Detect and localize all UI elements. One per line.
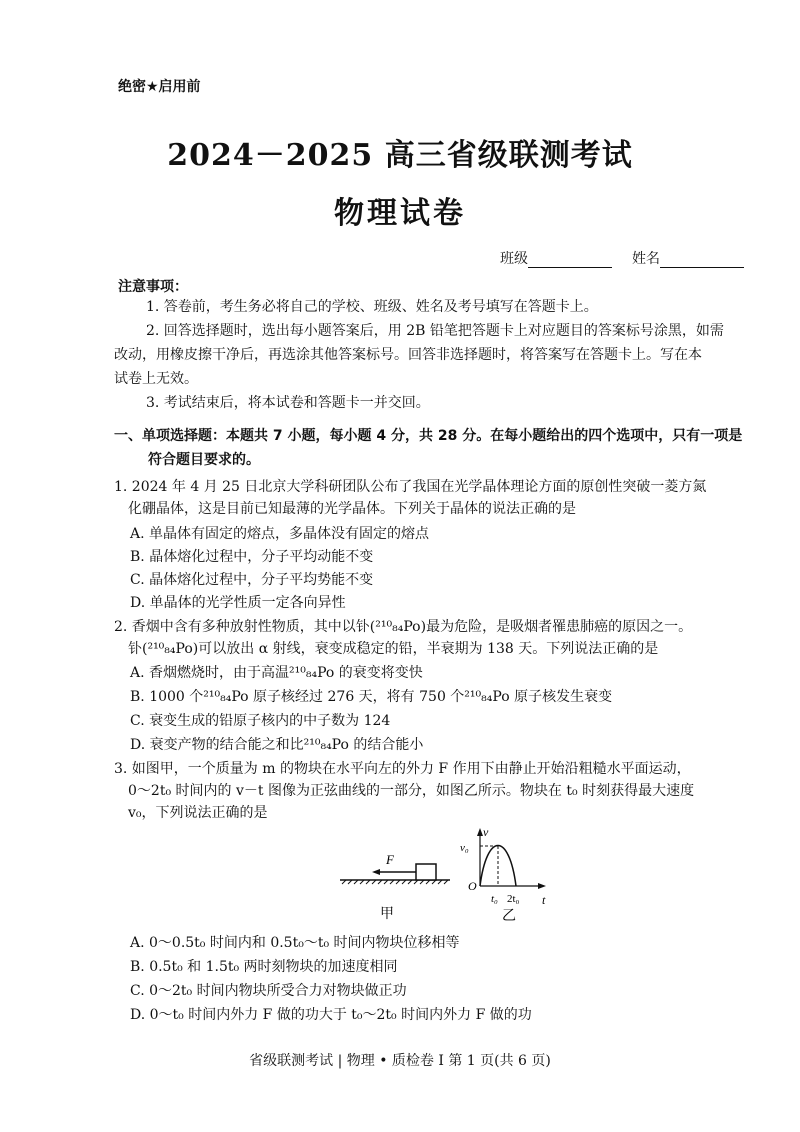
note-item: 3. 考试结束后，将本试卷和答题卡一并交回。 — [146, 395, 430, 411]
caption-jia: 甲 — [380, 906, 394, 922]
note-item: 1. 答卷前，考生务必将自己的学校、班级、姓名及考号填写在答题卡上。 — [146, 299, 598, 315]
q2-option-a: A. 香烟燃烧时，由于高温²¹⁰₈₄Po 的衰变将变快 — [130, 665, 423, 681]
q3-option-c: C. 0～2t₀ 时间内物块所受合力对物块做正功 — [130, 983, 407, 999]
figure-jia — [340, 852, 450, 922]
t-axis-label: t — [542, 893, 546, 907]
q2-stem-line: 钋(²¹⁰₈₄Po)可以放出 α 射线，衰变成稳定的铅，半衰期为 138 天。下列说法正确的是 — [128, 641, 659, 657]
q1-option-a: A. 单晶体有固定的熔点，多晶体没有固定的熔点 — [130, 526, 430, 542]
q1-option-b: B. 晶体熔化过程中，分子平均动能不变 — [130, 549, 374, 565]
note-item: 改动，用橡皮擦干净后，再选涂其他答案标号。回答非选择题时，将答案写在答题卡上。写在本 — [114, 347, 702, 363]
t0-label: t₀ — [491, 893, 498, 905]
q2-option-c: C. 衰变生成的铅原子核内的中子数为 124 — [130, 713, 391, 729]
q3-option-b: B. 0.5t₀ 和 1.5t₀ 两时刻物块的加速度相同 — [130, 959, 398, 975]
question-2 — [114, 616, 774, 660]
question-3 — [114, 758, 774, 824]
exam-title: 2024－2025 高三省级联测考试 — [167, 138, 633, 173]
section-heading — [114, 424, 764, 472]
2t0-label: 2t₀ — [507, 893, 520, 905]
t-axis-arrow — [538, 883, 546, 889]
section-line: 一、单项选择题：本题共 7 小题，每小题 4 分，共 28 分。在每小题给出的四个选项中，只有一项是 — [114, 428, 743, 444]
q3-figure — [330, 824, 560, 936]
q3-option-a: A. 0～0.5t₀ 时间内和 0.5t₀～t₀ 时间内物块位移相等 — [130, 935, 460, 951]
caption-yi: 乙 — [502, 908, 516, 924]
origin-label: O — [468, 879, 477, 893]
class-blank — [528, 253, 612, 268]
note-item: 2. 回答选择题时，选出每小题答案后，用 2B 铅笔把答题卡上对应题目的答案标号涂黑，如需 — [146, 323, 724, 339]
class-field — [500, 248, 612, 268]
q1-option-d: D. 单晶体的光学性质一定各向异性 — [130, 595, 346, 611]
q2-option-b: B. 1000 个²¹⁰₈₄Po 原子核经过 276 天，将有 750 个²¹⁰₈₄Po 原子核发生衰变 — [130, 689, 613, 705]
note-item: 试卷上无效。 — [114, 371, 198, 387]
block — [416, 864, 436, 880]
page-footer: 省级联测考试 | 物理 • 质检卷 Ⅰ 第 1 页(共 6 页) — [249, 1053, 551, 1069]
section-line: 符合题目要求的。 — [148, 452, 260, 468]
name-label: 姓名 — [632, 251, 660, 267]
force-arrow-head — [372, 869, 380, 875]
q2-stem-line: 2. 香烟中含有多种放射性物质，其中以钋(²¹⁰₈₄Po)最为危险，是吸烟者罹患肺癌的原因之一。 — [114, 619, 693, 635]
notes-heading: 注意事项： — [118, 279, 188, 295]
q1-stem-line: 化硼晶体，这是目前已知最薄的光学晶体。下列关于晶体的说法正确的是 — [128, 501, 576, 517]
class-label: 班级 — [500, 251, 528, 267]
q3-stem-line: 0～2t₀ 时间内的 v－t 图像为正弦曲线的一部分，如图乙所示。物块在 t₀ 时刻获得最大速度 — [128, 783, 695, 799]
q3-option-d: D. 0～t₀ 时间内外力 F 做的功大于 t₀～2t₀ 时间内外力 F 做的功 — [130, 1007, 532, 1023]
q2-option-d: D. 衰变产物的结合能之和比²¹⁰₈₄Po 的结合能小 — [130, 737, 424, 753]
figure-yi — [460, 825, 546, 924]
force-label: F — [386, 852, 394, 867]
q1-stem-line: 1. 2024 年 4 月 25 日北京大学科研团队公布了我国在光学晶体理论方面的原创性突破一菱方氮 — [114, 479, 707, 495]
q3-stem-line: 3. 如图甲，一个质量为 m 的物块在水平向左的外力 F 作用下由静止开始沿粗糙水平面运动， — [114, 761, 691, 777]
paper-title: 物理试卷 — [334, 196, 466, 231]
confidential-mark: 绝密★启用前 — [118, 79, 201, 95]
v0-label: v₀ — [460, 842, 469, 854]
q1-option-c: C. 晶体熔化过程中，分子平均势能不变 — [130, 572, 374, 588]
v-axis-label: v — [483, 825, 489, 839]
name-blank — [660, 253, 744, 268]
name-field — [632, 248, 744, 268]
q3-stem-line: v₀，下列说法正确的是 — [128, 805, 268, 821]
question-1 — [114, 476, 774, 520]
